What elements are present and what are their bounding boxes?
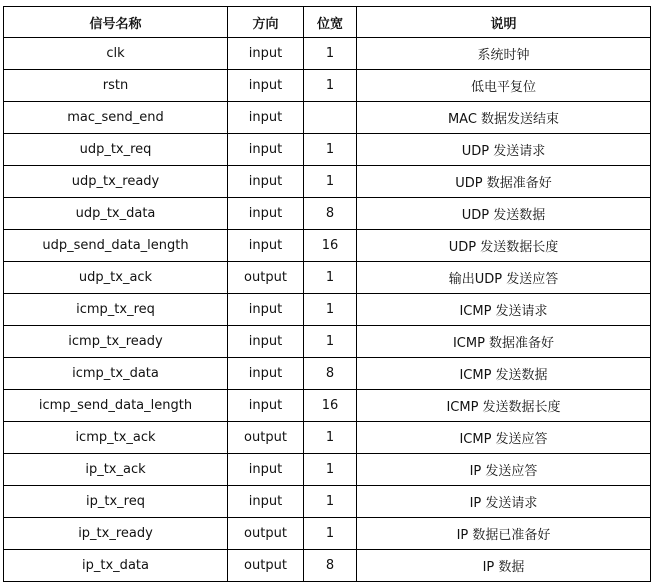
header-signal-name: 信号名称 xyxy=(4,7,228,38)
direction-cell: output xyxy=(228,262,304,294)
table-row xyxy=(4,486,651,518)
bit-width-cell: 1 xyxy=(304,262,357,294)
direction-cell: input xyxy=(228,294,304,326)
description-cell: ICMP 发送数据 xyxy=(357,358,651,390)
direction-cell: output xyxy=(228,518,304,550)
table-row xyxy=(4,390,651,422)
description-cell: UDP 发送数据长度 xyxy=(357,230,651,262)
direction-cell: input xyxy=(228,230,304,262)
table-row xyxy=(4,102,651,134)
description-cell: ICMP 发送应答 xyxy=(357,422,651,454)
description-cell: 系统时钟 xyxy=(357,38,651,70)
signal-name-cell: udp_tx_req xyxy=(4,134,228,166)
table-body xyxy=(4,38,651,582)
bit-width-cell: 1 xyxy=(304,70,357,102)
direction-cell: input xyxy=(228,166,304,198)
bit-width-cell: 1 xyxy=(304,134,357,166)
direction-cell: input xyxy=(228,38,304,70)
signal-name-cell: ip_tx_ack xyxy=(4,454,228,486)
table-row xyxy=(4,166,651,198)
signal-name-cell: icmp_tx_ready xyxy=(4,326,228,358)
signal-name-cell: icmp_tx_ack xyxy=(4,422,228,454)
description-cell: UDP 发送数据 xyxy=(357,198,651,230)
table-row xyxy=(4,198,651,230)
table-row xyxy=(4,326,651,358)
bit-width-cell: 1 xyxy=(304,486,357,518)
description-cell: MAC 数据发送结束 xyxy=(357,102,651,134)
description-cell: 低电平复位 xyxy=(357,70,651,102)
direction-cell: output xyxy=(228,550,304,582)
description-cell: UDP 发送请求 xyxy=(357,134,651,166)
bit-width-cell: 16 xyxy=(304,390,357,422)
direction-cell: input xyxy=(228,358,304,390)
description-cell: ICMP 数据准备好 xyxy=(357,326,651,358)
description-cell: IP 发送请求 xyxy=(357,486,651,518)
description-cell: ICMP 发送数据长度 xyxy=(357,390,651,422)
description-cell: IP 数据已准备好 xyxy=(357,518,651,550)
header-bit-width: 位宽 xyxy=(304,7,357,38)
signal-name-cell: icmp_send_data_length xyxy=(4,390,228,422)
description-cell: IP 数据 xyxy=(357,550,651,582)
direction-cell: input xyxy=(228,134,304,166)
bit-width-cell: 8 xyxy=(304,198,357,230)
signal-table xyxy=(3,6,651,582)
table-row xyxy=(4,230,651,262)
bit-width-cell: 8 xyxy=(304,358,357,390)
table-row xyxy=(4,70,651,102)
description-cell: ICMP 发送请求 xyxy=(357,294,651,326)
signal-name-cell: ip_tx_data xyxy=(4,550,228,582)
table-row xyxy=(4,454,651,486)
direction-cell: input xyxy=(228,198,304,230)
bit-width-cell: 8 xyxy=(304,550,357,582)
bit-width-cell: 1 xyxy=(304,454,357,486)
signal-name-cell: udp_tx_ack xyxy=(4,262,228,294)
signal-name-cell: icmp_tx_data xyxy=(4,358,228,390)
signal-name-cell: ip_tx_req xyxy=(4,486,228,518)
table-row xyxy=(4,262,651,294)
signal-name-cell: rstn xyxy=(4,70,228,102)
table-row xyxy=(4,294,651,326)
description-cell: UDP 数据准备好 xyxy=(357,166,651,198)
bit-width-cell: 1 xyxy=(304,518,357,550)
signal-table-container xyxy=(3,6,651,582)
description-cell: 输出UDP 发送应答 xyxy=(357,262,651,294)
header-direction: 方向 xyxy=(228,7,304,38)
direction-cell: output xyxy=(228,422,304,454)
direction-cell: input xyxy=(228,70,304,102)
bit-width-cell xyxy=(304,102,357,134)
direction-cell: input xyxy=(228,102,304,134)
signal-name-cell: clk xyxy=(4,38,228,70)
direction-cell: input xyxy=(228,326,304,358)
signal-name-cell: icmp_tx_req xyxy=(4,294,228,326)
direction-cell: input xyxy=(228,486,304,518)
table-row xyxy=(4,358,651,390)
description-cell: IP 发送应答 xyxy=(357,454,651,486)
bit-width-cell: 1 xyxy=(304,326,357,358)
direction-cell: input xyxy=(228,454,304,486)
table-row xyxy=(4,518,651,550)
table-header-row xyxy=(4,7,651,38)
table-row xyxy=(4,38,651,70)
bit-width-cell: 1 xyxy=(304,166,357,198)
signal-name-cell: mac_send_end xyxy=(4,102,228,134)
direction-cell: input xyxy=(228,390,304,422)
header-description: 说明 xyxy=(357,7,651,38)
signal-name-cell: udp_tx_ready xyxy=(4,166,228,198)
table-row xyxy=(4,550,651,582)
bit-width-cell: 16 xyxy=(304,230,357,262)
signal-name-cell: udp_send_data_length xyxy=(4,230,228,262)
table-row xyxy=(4,134,651,166)
signal-name-cell: udp_tx_data xyxy=(4,198,228,230)
signal-name-cell: ip_tx_ready xyxy=(4,518,228,550)
bit-width-cell: 1 xyxy=(304,294,357,326)
bit-width-cell: 1 xyxy=(304,422,357,454)
table-row xyxy=(4,422,651,454)
bit-width-cell: 1 xyxy=(304,38,357,70)
